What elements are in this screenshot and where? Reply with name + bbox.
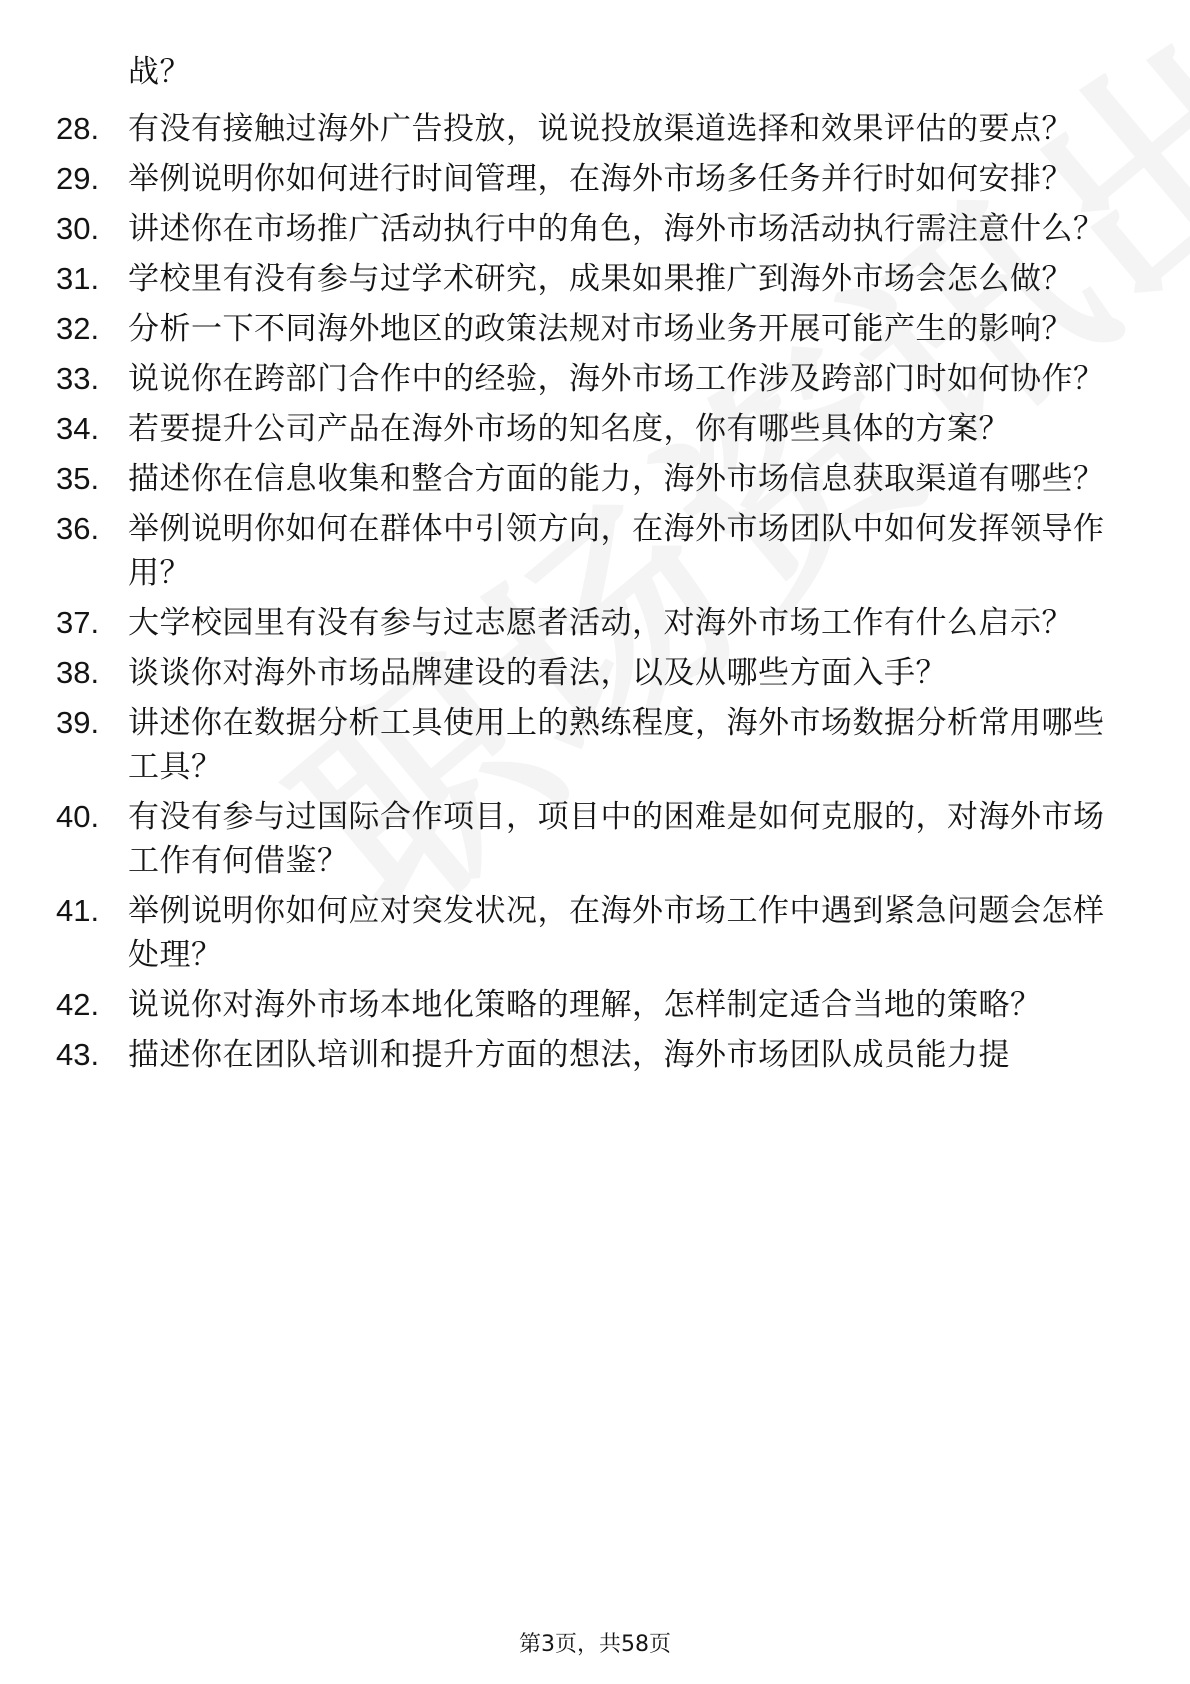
item-text: 举例说明你如何进行时间管理，在海外市场多任务并行时如何安排？ — [128, 161, 1073, 197]
item-text: 大学校园里有没有参与过志愿者活动，对海外市场工作有什么启示？ — [128, 605, 1073, 641]
item-number: 37. — [56, 605, 100, 640]
item-number: 35. — [56, 461, 100, 496]
item-text: 有没有接触过海外广告投放，说说投放渠道选择和效果评估的要点？ — [128, 111, 1073, 147]
item-text: 有没有参与过国际合作项目，项目中的困难是如何克服的，对海外市场工作有何借鉴？ — [128, 799, 1105, 879]
item-number: 29. — [56, 161, 100, 196]
item-text: 分析一下不同海外地区的政策法规对市场业务开展可能产生的影响？ — [128, 311, 1073, 347]
item-number: 31. — [56, 261, 100, 296]
item-number: 30. — [56, 211, 100, 246]
item-number: 34. — [56, 411, 100, 446]
item-text: 举例说明你如何应对突发状况，在海外市场工作中遇到紧急问题会怎样处理？ — [128, 893, 1105, 973]
item-text: 讲述你在市场推广活动执行中的角色，海外市场活动执行需注意什么？ — [128, 211, 1105, 247]
item-text: 举例说明你如何在群体中引领方向，在海外市场团队中如何发挥领导作用？ — [128, 511, 1105, 591]
item-text: 谈谈你对海外市场品牌建设的看法，以及从哪些方面入手？ — [128, 655, 947, 691]
item-text: 说说你对海外市场本地化策略的理解，怎样制定适合当地的策略？ — [128, 987, 1042, 1023]
item-number: 28. — [56, 111, 100, 146]
continuation-text: 战？ — [128, 54, 191, 90]
item-text: 描述你在团队培训和提升方面的想法，海外市场团队成员能力提 — [128, 1037, 1010, 1073]
item-number: 43. — [56, 1037, 100, 1072]
item-text: 描述你在信息收集和整合方面的能力，海外市场信息获取渠道有哪些？ — [128, 461, 1105, 497]
item-text: 学校里有没有参与过学术研究，成果如果推广到海外市场会怎么做？ — [128, 261, 1073, 297]
item-number: 39. — [56, 705, 100, 740]
item-number: 42. — [56, 987, 100, 1022]
item-text: 讲述你在数据分析工具使用上的熟练程度，海外市场数据分析常用哪些工具？ — [128, 705, 1105, 785]
item-text: 若要提升公司产品在海外市场的知名度，你有哪些具体的方案？ — [128, 411, 1010, 447]
item-number: 41. — [56, 893, 100, 928]
item-number: 36. — [56, 511, 100, 546]
item-number: 32. — [56, 311, 100, 346]
item-number: 33. — [56, 361, 100, 396]
page-footer: 第3页，共58页 — [519, 1632, 671, 1657]
item-text: 说说你在跨部门合作中的经验，海外市场工作涉及跨部门时如何协作？ — [128, 361, 1105, 397]
item-number: 38. — [56, 655, 100, 690]
item-number: 40. — [56, 799, 100, 834]
